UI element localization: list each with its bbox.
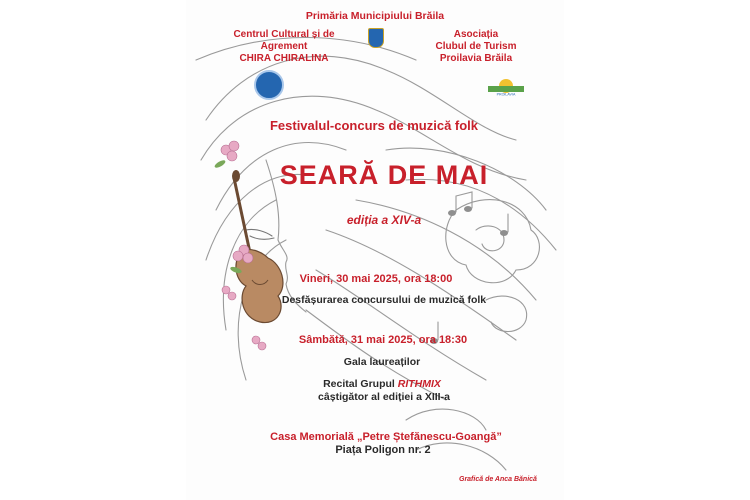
day1-event: Desfășurarea concursului de muzică folk [281,294,487,306]
association-line1: Asociația [453,29,499,40]
city-hall-name: Primăria Municipiului Brăila [305,10,445,22]
braila-coat-of-arms-icon [368,28,384,48]
proilavia-logo-text: PROILAVIA [496,92,516,96]
cultural-center-logo-icon [254,70,284,100]
association-line3: Proilavia Brăila [439,53,513,64]
association-line2: Clubul de Turism [435,41,517,52]
festival-title: SEARĂ DE MAI [279,160,489,190]
day1-date: Vineri, 30 mai 2025, ora 18:00 [299,273,453,285]
artwork-credit: Grafică de Anca Bănică [459,476,537,483]
proilavia-logo-icon [486,74,526,96]
cultural-center-line3: CHIRA CHIRALINA [239,53,329,64]
recital-winner-note: câștigător al ediției a XIII-a [318,391,450,403]
venue-name: Casa Memorială „Petre Ștefănescu-Goangă” [270,431,502,443]
recital-group-name: RITHMIX [397,378,441,390]
day2-date: Sâmbătă, 31 mai 2025, ora 18:30 [298,334,468,346]
recital-prefix: Recital Grupul [323,378,395,390]
recital-line [323,378,441,390]
gala-label: Gala laureaților [343,356,421,368]
edition-label: ediția a XIV-a [346,213,422,227]
cultural-center-line1: Centrul Cultural și de [233,29,335,40]
cultural-center-line2: Agrement [260,41,308,52]
festival-subtitle: Festivalul-concurs de muzică folk [269,118,479,133]
venue-address: Piața Poligon nr. 2 [335,444,431,456]
festival-poster [186,0,564,500]
